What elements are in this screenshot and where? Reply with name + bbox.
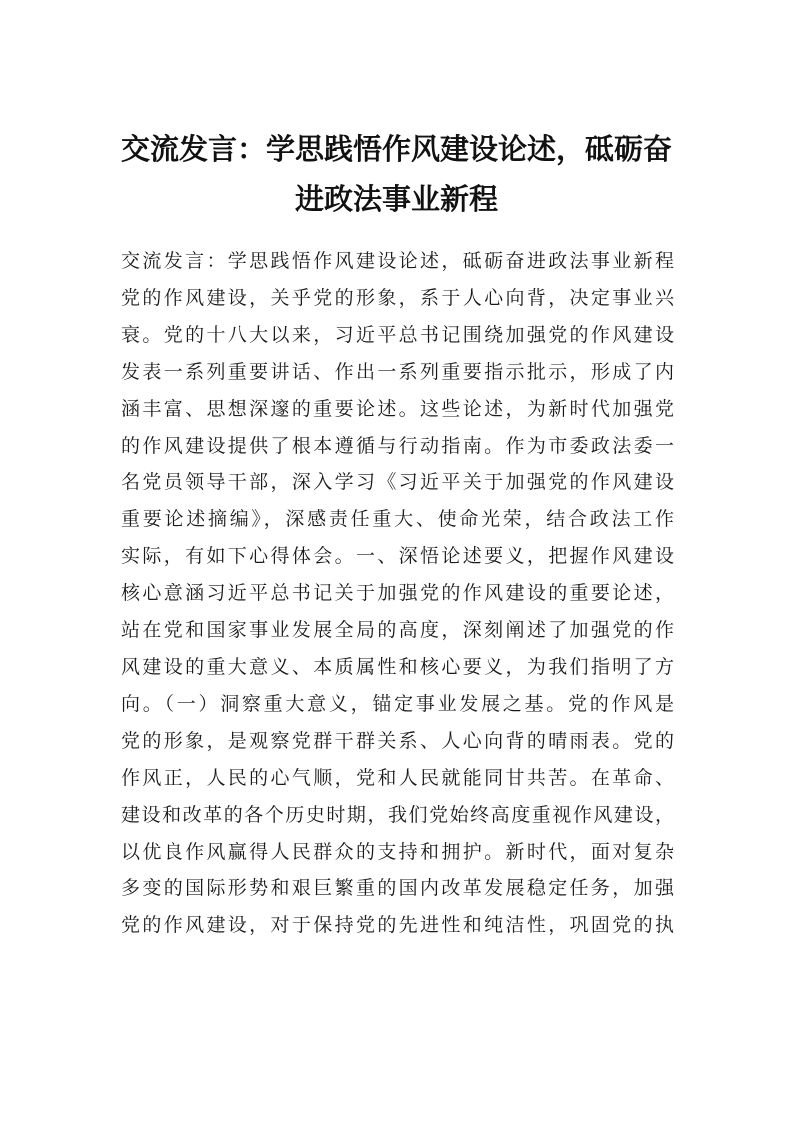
body-line: 核心意涵习近平总书记关于加强党的作风建设的重要论述， <box>121 582 674 605</box>
body-line: 交流发言：学思践悟作风建设论述，砥砺奋进政法事业新程 <box>121 250 674 272</box>
body-line: 衰。党的十八大以来，习近平总书记围绕加强党的作风建设 <box>121 323 674 346</box>
body-line: 作风正，人民的心气顺，党和人民就能同甘共苦。在革命、 <box>121 766 674 789</box>
body-line: 涵丰富、思想深邃的重要论述。这些论述，为新时代加强党 <box>121 397 674 420</box>
document-body <box>121 243 674 944</box>
body-line: 以优良作风赢得人民群众的支持和拥护。新时代，面对复杂 <box>121 840 674 863</box>
body-line: 站在党和国家事业发展全局的高度，深刻阐述了加强党的作 <box>121 619 674 642</box>
body-line: 党的形象，是观察党群干群关系、人心向背的晴雨表。党的 <box>121 729 674 752</box>
body-line: 重要论述摘编》，深感责任重大、使命光荣，结合政法工作 <box>121 508 674 531</box>
body-line: 的作风建设提供了根本遵循与行动指南。作为市委政法委一 <box>121 434 674 457</box>
body-line: 向。（一）洞察重大意义，锚定事业发展之基。党的作风是 <box>121 692 674 715</box>
title-line-2: 进政法事业新程 <box>294 182 498 216</box>
body-line: 党的作风建设，关乎党的形象，系于人心向背，决定事业兴 <box>121 286 674 309</box>
body-line: 名党员领导干部，深入学习《习近平关于加强党的作风建设 <box>121 471 674 494</box>
document-title <box>100 124 693 224</box>
body-line: 建设和改革的各个历史时期，我们党始终高度重视作风建设， <box>121 803 674 826</box>
body-line: 实际，有如下心得体会。一、深悟论述要义，把握作风建设 <box>121 545 674 568</box>
body-line: 风建设的重大意义、本质属性和核心要义，为我们指明了方 <box>121 655 674 678</box>
body-line: 党的作风建设，对于保持党的先进性和纯洁性，巩固党的执 <box>121 914 674 937</box>
body-line: 多变的国际形势和艰巨繁重的国内改革发展稳定任务，加强 <box>121 877 674 900</box>
body-line: 发表一系列重要讲话、作出一系列重要指示批示，形成了内 <box>121 360 674 383</box>
title-line-1: 交流发言：学思践悟作风建设论述，砥砺奋 <box>120 132 672 166</box>
